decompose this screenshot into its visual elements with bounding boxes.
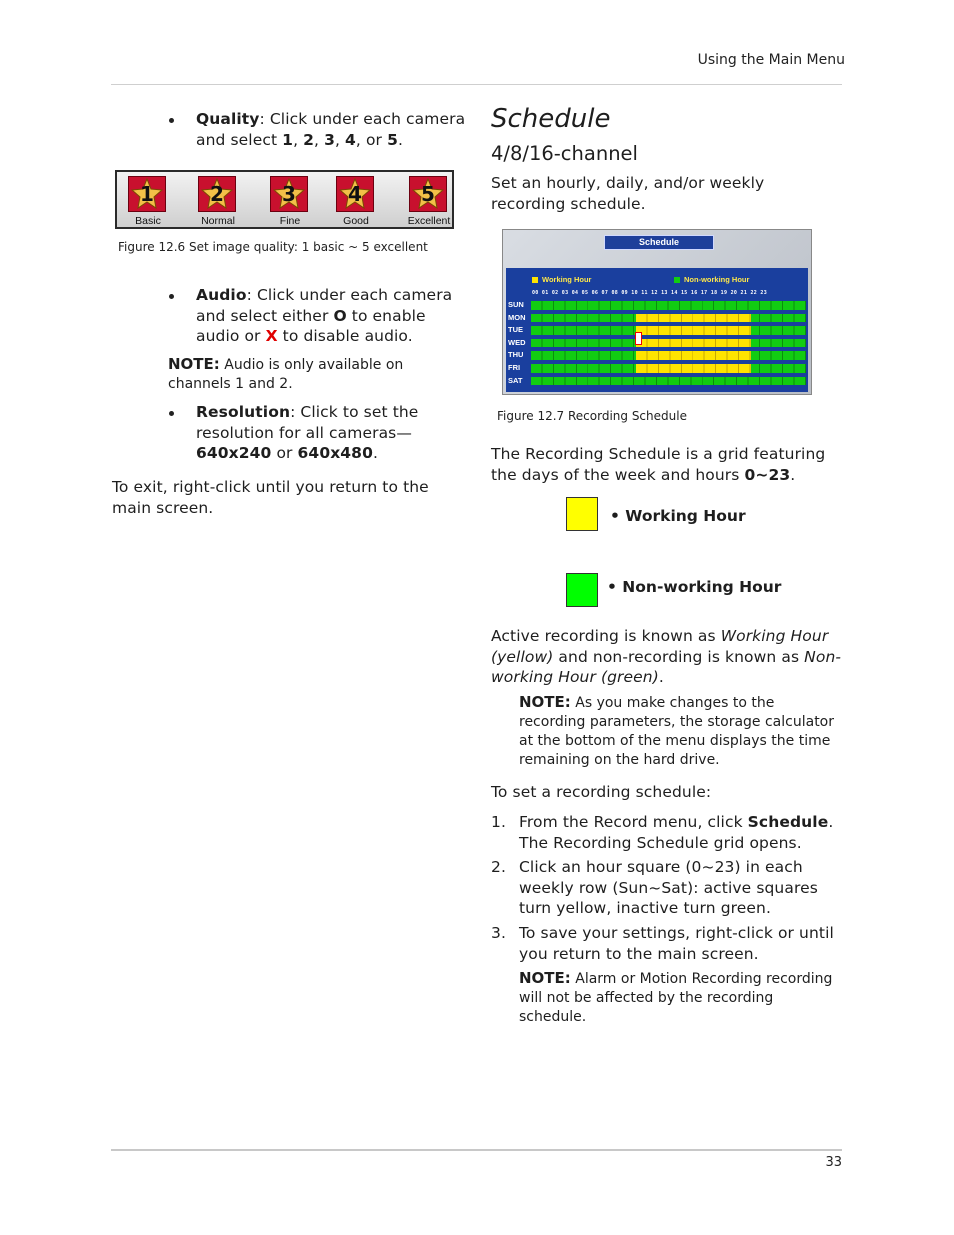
schedule-grid-panel: [506, 268, 808, 392]
grid-row-mon: [531, 312, 806, 325]
section-subtitle: 4/8/16-channel: [491, 142, 638, 165]
step-2: Click an hour square (0~23) in each weekly row (Sun~Sat): active squares turn yellow, inactive turn green.: [519, 858, 818, 917]
running-head: Using the Main Menu: [697, 52, 845, 68]
step-1: From the Record menu, click Schedule. The Recording Schedule grid opens.: [519, 813, 834, 852]
day-labels: SUN MON TUE WED THU FRI SAT: [508, 300, 526, 385]
legend-nonworking: Non-working Hour: [674, 275, 749, 284]
audio-bullet: Audio: Click under each camera and select either O to enable audio or X to disable audio.: [196, 285, 466, 347]
quality-strip-image: [115, 170, 454, 229]
quality-normal: 2 Normal: [188, 174, 248, 227]
figure-12-7-caption: Figure 12.7 Recording Schedule: [497, 409, 687, 423]
figure-12-6-caption: Figure 12.6 Set image quality: 1 basic ~ 5 excellent: [118, 240, 428, 254]
page-number: 33: [825, 1155, 842, 1170]
hour-labels: 00 01 02 03 04 05 06 07 08 09 10 11 12 13 14 15 16 17 18 19 20 21 22 23: [532, 290, 768, 296]
working-hour-label: • Working Hour: [610, 507, 746, 525]
active-recording-paragraph: Active recording is known as Working Hour (yellow) and non-recording is known as Non-working Hour (green).: [491, 627, 842, 686]
hour-grid: [531, 299, 806, 387]
quality-good: 4 Good: [326, 174, 386, 227]
alarm-motion-note: NOTE: Alarm or Motion Recording recording will not be affected by the recording schedule.: [519, 969, 833, 1025]
step-1-number: 1.: [491, 813, 506, 831]
schedule-window-title: Schedule: [604, 235, 714, 250]
exit-paragraph: To exit, right-click until you return to the main screen.: [112, 478, 429, 517]
audio-note: NOTE: Audio is only available on channels 1 and 2.: [168, 355, 404, 392]
storage-note: NOTE: As you make changes to the recording parameters, the storage calculator at the bottom of the menu displays the time remaining on the hard drive.: [519, 693, 834, 768]
step-3-number: 3.: [491, 924, 506, 942]
selection-cursor: [635, 332, 642, 345]
step-2-number: 2.: [491, 858, 506, 876]
grid-row-fri: [531, 362, 806, 375]
grid-row-wed: [531, 337, 806, 350]
resolution-bullet: Resolution: Click to set the resolution for all cameras—640x240 or 640x480.: [196, 402, 458, 464]
footer-rule: [111, 1149, 842, 1151]
resolution-label: Resolution: [196, 403, 291, 421]
audio-label: Audio: [196, 286, 247, 304]
header-rule: [111, 84, 842, 85]
steps-intro: To set a recording schedule:: [491, 783, 712, 801]
intro-paragraph: Set an hourly, daily, and/or weekly recording schedule.: [491, 174, 765, 213]
quality-basic: 1 Basic: [118, 174, 178, 227]
working-hour-swatch: [566, 497, 598, 531]
grid-row-sun: [531, 299, 806, 312]
nonworking-hour-swatch: [566, 573, 598, 607]
quality-excellent: 5 Excellent: [399, 174, 459, 227]
quality-bullet: Quality: Click under each camera and select 1, 2, 3, 4, or 5.: [196, 110, 466, 149]
section-title: Schedule: [491, 104, 611, 134]
grid-row-tue: [531, 324, 806, 337]
quality-label: Quality: [196, 110, 260, 128]
grid-row-sat: [531, 375, 806, 388]
quality-fine: 3 Fine: [260, 174, 320, 227]
legend-working: Working Hour: [532, 275, 591, 284]
grid-row-thu: [531, 349, 806, 362]
grid-description: The Recording Schedule is a grid featuring the days of the week and hours 0~23.: [491, 445, 826, 484]
step-3: To save your settings, right-click or until you return to the main screen.: [519, 924, 834, 963]
nonworking-hour-label: • Non-working Hour: [607, 578, 782, 596]
recording-schedule-screenshot: [502, 229, 812, 395]
